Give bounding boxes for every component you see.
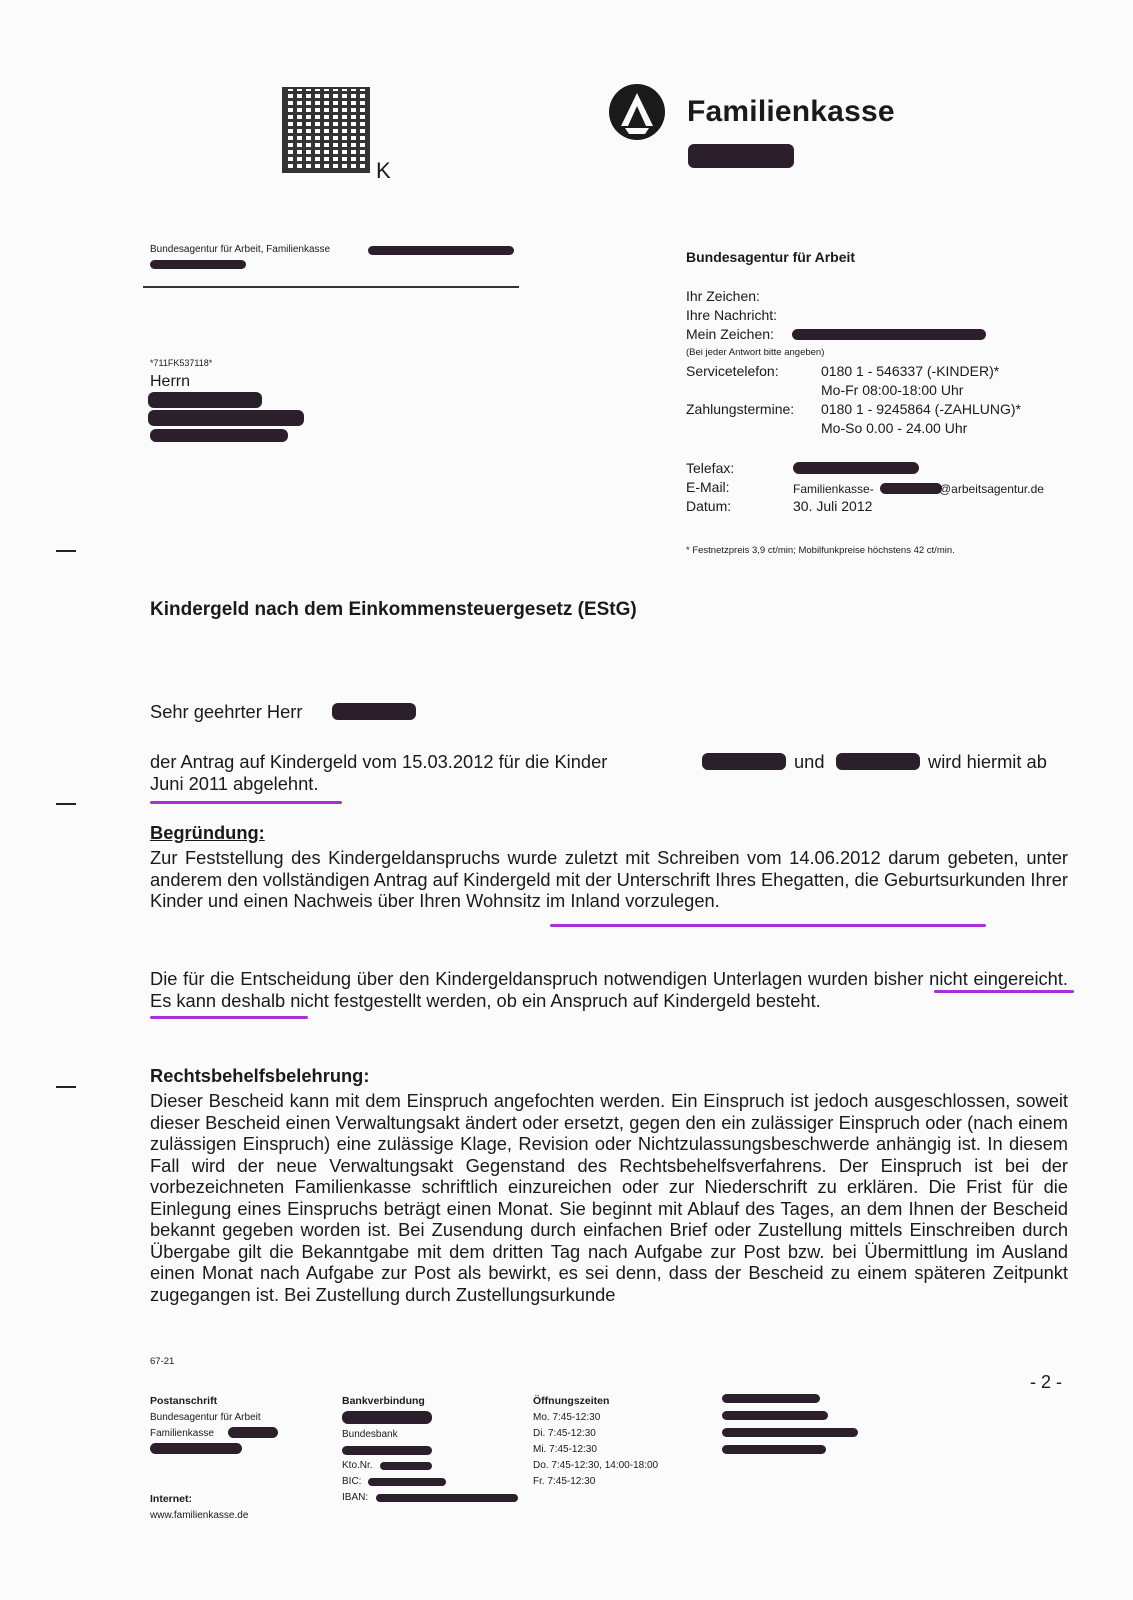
rechtsbehelf-heading: Rechtsbehelfsbelehrung: — [150, 1065, 370, 1086]
redaction — [228, 1427, 278, 1438]
redaction — [880, 483, 942, 494]
begruendung-heading: Begründung: — [150, 822, 265, 843]
redaction — [688, 144, 794, 168]
footer-internet — [150, 1491, 248, 1524]
redaction — [150, 429, 288, 442]
decision-text-b: wird hiermit ab — [928, 751, 1047, 772]
price-footnote: * Festnetzpreis 3,9 ct/min; Mobilfunkpreise höchstens 42 ct/min. — [686, 545, 955, 556]
fax-label: Telefax: — [686, 460, 735, 476]
hours-mi: Mi. 7:45-12:30 — [533, 1444, 597, 1455]
redaction — [722, 1428, 858, 1437]
payment-number: 0180 1 - 9245864 (-ZAHLUNG)* — [821, 401, 1021, 417]
redaction — [702, 753, 786, 770]
redaction — [150, 260, 246, 269]
rechtsbehelf-paragraph: Dieser Bescheid kann mit dem Einspruch angefochten werden. Ein Einspruch ist jedoch ausgeschlossen, soweit dieser Bescheid einen Verwaltungsakt ändert oder ersetzt, gegen den ein zulässiger Einspruch oder (nach einem zulässigen Einspruch) eine zulässige Klage, Revision oder Nichtzulassungsbeschwerde anhängig ist. In diesem Fall wird der neue Verwaltungsakt Gegenstand des Rechtsbehelfsverfahrens. Der Einspruch ist bei der vorbezeichneten Familienkasse schriftlich einzureichen oder zur Niederschrift zu erklären. Die Frist für die Einlegung eines Einspruchs beträgt einen Monat. Sie beginnt mit Ablauf des Tages, an dem Ihnen der Bescheid bekannt gegeben worden ist. Bei Zusendung durch einfachen Brief oder Zustellung mittels Einschreiben durch Übergabe gilt die Bekanntgabe mit dem dritten Tag nach Aufgabe zur Post bzw. bei Übermittlung im Ausland einen Monat nach Aufgabe zur Post als bewirkt, es sei denn, dass der Bescheid zu einem späteren Zeitpunkt zugegangen ist. Bei Zustellung durch Zustellungsurkunde — [150, 1090, 1068, 1305]
hours-mo: Mo. 7:45-12:30 — [533, 1412, 601, 1423]
ihre-nachricht-label: Ihre Nachricht: — [686, 307, 778, 323]
footer-hours — [533, 1393, 658, 1490]
decision-text-und: und — [794, 751, 825, 772]
fold-mark-2 — [56, 803, 76, 805]
payment-label: Zahlungstermine: — [686, 401, 795, 417]
email-suffix: @arbeitsagentur.de — [939, 482, 1044, 496]
form-code: 67-21 — [150, 1356, 175, 1367]
redaction — [722, 1394, 820, 1403]
bank-kto: Kto.Nr. — [342, 1460, 373, 1471]
internet-url[interactable]: www.familienkasse.de — [150, 1510, 249, 1521]
fold-mark-1 — [56, 550, 76, 552]
bank-name: Bundesbank — [342, 1429, 398, 1440]
ihr-zeichen-label: Ihr Zeichen: — [686, 288, 760, 304]
redaction — [368, 1478, 446, 1486]
post-title: Postanschrift — [150, 1395, 218, 1407]
highlight-underline — [550, 924, 986, 927]
service-hours: Mo-Fr 08:00-18:00 Uhr — [821, 382, 964, 398]
email-label: E-Mail: — [686, 479, 730, 495]
organization-name: Bundesagentur für Arbeit — [686, 249, 856, 265]
redaction — [342, 1446, 432, 1455]
mein-zeichen-label: Mein Zeichen: — [686, 326, 774, 342]
redaction — [342, 1411, 432, 1424]
page-number: - 2 - — [1030, 1372, 1063, 1392]
redaction — [148, 392, 262, 408]
service-number: 0180 1 - 546337 (-KINDER)* — [821, 363, 1000, 379]
begruendung-paragraph-2: Die für die Entscheidung über den Kindergeldanspruch notwendigen Unterlagen wurden bisher nicht eingereicht. Es kann deshalb nicht festgestellt werden, ob ein Anspruch auf Kindergeld besteht. — [150, 968, 1068, 1011]
reference-code: *711FK537118* — [150, 358, 213, 368]
post-line-2: Familienkasse — [150, 1428, 214, 1439]
brand-name: Familienkasse — [687, 95, 895, 128]
highlight-underline — [150, 801, 342, 804]
redaction — [793, 462, 919, 474]
reply-hint: (Bei jeder Antwort bitte angeben) — [686, 347, 825, 358]
redaction — [368, 246, 514, 255]
highlight-underline — [150, 1016, 308, 1019]
redaction — [150, 1443, 242, 1454]
begruendung-paragraph-1: Zur Feststellung des Kindergeldanspruchs wurde zuletzt mit Schreiben vom 14.06.2012 darum gebeten, unter anderem den vollständigen Antrag auf Kindergeld mit der Unterschrift Ihres Ehegatten, die Geburtsurkunden Ihrer Kinder und einen Nachweis über Ihren Wohnsitz im Inland vorzulegen. — [150, 847, 1068, 911]
recipient-salutation: Herrn — [150, 373, 191, 390]
redaction — [836, 753, 920, 770]
internet-title: Internet: — [150, 1493, 192, 1505]
redaction — [792, 329, 986, 340]
redaction — [380, 1462, 432, 1470]
highlight-underline — [934, 990, 1074, 993]
footer-bank — [342, 1393, 425, 1410]
date-label: Datum: — [686, 498, 732, 514]
date-value: 30. Juli 2012 — [793, 498, 873, 514]
decision-text-a: der Antrag auf Kindergeld vom 15.03.2012 für die Kinder — [150, 751, 608, 772]
bank-title: Bankverbindung — [342, 1395, 425, 1407]
email-prefix: Familienkasse- — [793, 482, 874, 496]
decision-text-c: Juni 2011 abgelehnt. — [150, 773, 319, 794]
hours-di: Di. 7:45-12:30 — [533, 1428, 596, 1439]
redaction — [148, 410, 304, 426]
hours-fr: Fr. 7:45-12:30 — [533, 1476, 596, 1487]
letter-subject: Kindergeld nach dem Einkommensteuergesetz (EStG) — [150, 599, 637, 620]
redaction — [722, 1445, 826, 1454]
payment-hours: Mo-So 0.00 - 24.00 Uhr — [821, 420, 968, 436]
fold-mark-3 — [56, 1086, 76, 1088]
sender-line: Bundesagentur für Arbeit, Familienkasse — [150, 244, 331, 255]
bank-iban: IBAN: — [342, 1492, 369, 1503]
hours-do: Do. 7:45-12:30, 14:00-18:00 — [533, 1460, 659, 1471]
redaction — [332, 703, 416, 720]
arbeitsagentur-logo-icon — [609, 84, 665, 140]
hours-title: Öffnungszeiten — [533, 1395, 610, 1407]
post-line-1: Bundesagentur für Arbeit — [150, 1412, 261, 1423]
service-label: Servicetelefon: — [686, 363, 779, 379]
sender-divider — [143, 286, 519, 288]
redaction — [722, 1411, 828, 1420]
bank-bic: BIC: — [342, 1476, 362, 1487]
redaction — [376, 1494, 518, 1502]
datamatrix-code — [282, 87, 370, 173]
greeting: Sehr geehrter Herr — [150, 701, 303, 722]
datamatrix-suffix: K — [376, 158, 391, 183]
